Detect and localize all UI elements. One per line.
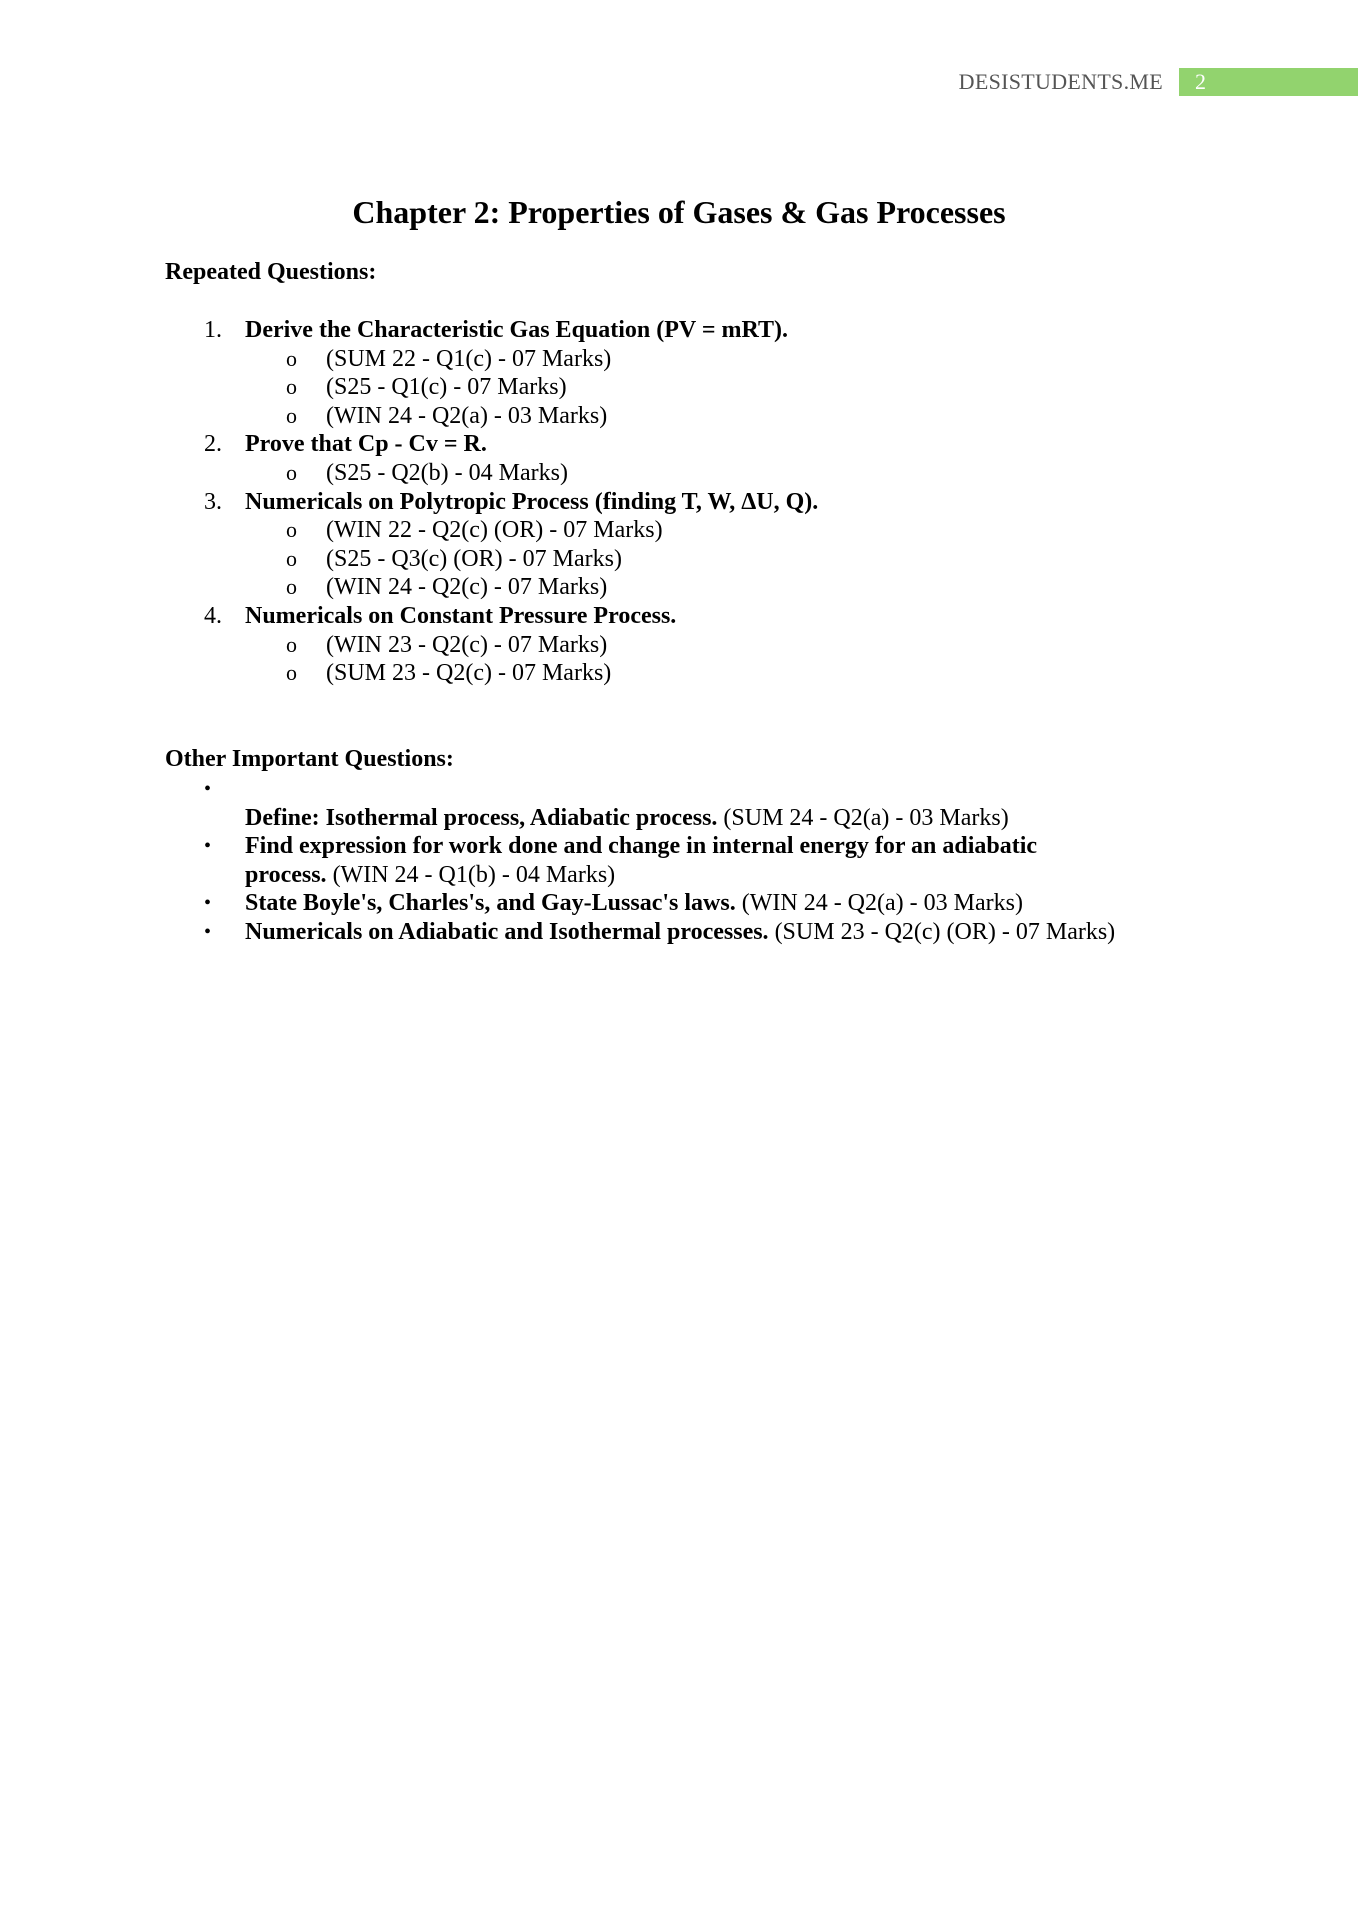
sub-item bbox=[0, 659, 1358, 688]
page-number: 2 bbox=[1179, 68, 1358, 96]
question-text: process. bbox=[245, 861, 327, 888]
sub-bullet-icon: o bbox=[286, 345, 297, 371]
sub-bullet-icon: o bbox=[286, 574, 297, 600]
sub-item bbox=[0, 373, 1358, 402]
bullet-icon: • bbox=[204, 835, 212, 858]
bullet-icon: • bbox=[204, 778, 212, 800]
list-item bbox=[0, 430, 1358, 459]
repeated-questions-heading: Repeated Questions: bbox=[165, 259, 377, 285]
list-item bbox=[0, 602, 1358, 631]
sub-item-text: (SUM 22 - Q1(c) - 07 Marks) bbox=[326, 345, 612, 372]
sub-bullet-icon: o bbox=[286, 402, 297, 428]
sub-item bbox=[0, 459, 1358, 488]
list-item bbox=[0, 488, 1358, 517]
question-ref: (WIN 24 - Q1(b) - 04 Marks) bbox=[326, 861, 616, 888]
list-item bbox=[0, 832, 1358, 861]
item-text: Numericals on Polytropic Process (finding T, W, ΔU, Q). bbox=[245, 488, 819, 515]
question-ref: (SUM 23 - Q2(c) (OR) - 07 Marks) bbox=[768, 918, 1116, 945]
sub-item-text: (WIN 23 - Q2(c) - 07 Marks) bbox=[326, 631, 608, 658]
other-questions-heading: Other Important Questions: bbox=[165, 746, 454, 772]
question-text: Define: Isothermal process, Adiabatic process. bbox=[245, 804, 718, 831]
list-item bbox=[0, 316, 1358, 345]
page-header bbox=[959, 68, 1358, 96]
sub-bullet-icon: o bbox=[286, 459, 297, 485]
bullet-icon: • bbox=[204, 920, 212, 943]
item-text: Numericals on Constant Pressure Process. bbox=[245, 602, 677, 629]
sub-item bbox=[0, 345, 1358, 374]
sub-item-text: (S25 - Q1(c) - 07 Marks) bbox=[326, 374, 567, 401]
sub-item-text: (WIN 22 - Q2(c) (OR) - 07 Marks) bbox=[326, 517, 663, 544]
repeated-questions-list bbox=[0, 316, 1358, 688]
sub-item-text: (S25 - Q2(b) - 04 Marks) bbox=[326, 459, 568, 486]
page-title: Chapter 2: Properties of Gases & Gas Processes bbox=[352, 194, 1006, 230]
site-name: DESISTUDENTS.ME bbox=[958, 69, 1163, 94]
sub-item bbox=[0, 545, 1358, 574]
item-text: Derive the Characteristic Gas Equation (PV = mRT). bbox=[245, 317, 788, 343]
question-text: Find expression for work done and change in internal energy for an adiabatic bbox=[245, 833, 1038, 860]
list-item bbox=[0, 918, 1358, 947]
sub-item-text: (WIN 24 - Q2(c) - 07 Marks) bbox=[326, 574, 608, 601]
other-questions-list bbox=[0, 775, 1358, 947]
item-number: 3. bbox=[204, 488, 222, 515]
question-text: Numericals on Adiabatic and Isothermal processes. bbox=[245, 918, 769, 945]
question-ref: (SUM 24 - Q2(a) - 03 Marks) bbox=[717, 804, 1009, 831]
question-ref: (WIN 24 - Q2(a) - 03 Marks) bbox=[735, 890, 1023, 917]
bullet-icon: • bbox=[204, 892, 212, 915]
sub-bullet-icon: o bbox=[286, 660, 297, 686]
list-item bbox=[0, 889, 1358, 918]
item-number: 1. bbox=[204, 317, 222, 343]
sub-item-text: (WIN 24 - Q2(a) - 03 Marks) bbox=[326, 402, 608, 429]
item-number: 2. bbox=[204, 431, 222, 458]
item-number: 4. bbox=[204, 602, 222, 629]
sub-bullet-icon: o bbox=[286, 631, 297, 657]
sub-item bbox=[0, 631, 1358, 660]
sub-item bbox=[0, 402, 1358, 431]
sub-bullet-icon: o bbox=[286, 517, 297, 543]
sub-item bbox=[0, 573, 1358, 602]
sub-bullet-icon: o bbox=[286, 374, 297, 400]
sub-item-text: (S25 - Q3(c) (OR) - 07 Marks) bbox=[326, 545, 622, 572]
list-item-continuation bbox=[0, 861, 1358, 890]
list-item bbox=[0, 804, 1358, 833]
sub-bullet-icon: o bbox=[286, 545, 297, 571]
list-item bbox=[0, 775, 1358, 804]
question-text: State Boyle's, Charles's, and Gay-Lussac's laws. bbox=[245, 890, 736, 917]
sub-item-text: (SUM 23 - Q2(c) - 07 Marks) bbox=[326, 660, 612, 687]
sub-item bbox=[0, 516, 1358, 545]
item-text: Prove that Cp - Cv = R. bbox=[245, 431, 487, 458]
